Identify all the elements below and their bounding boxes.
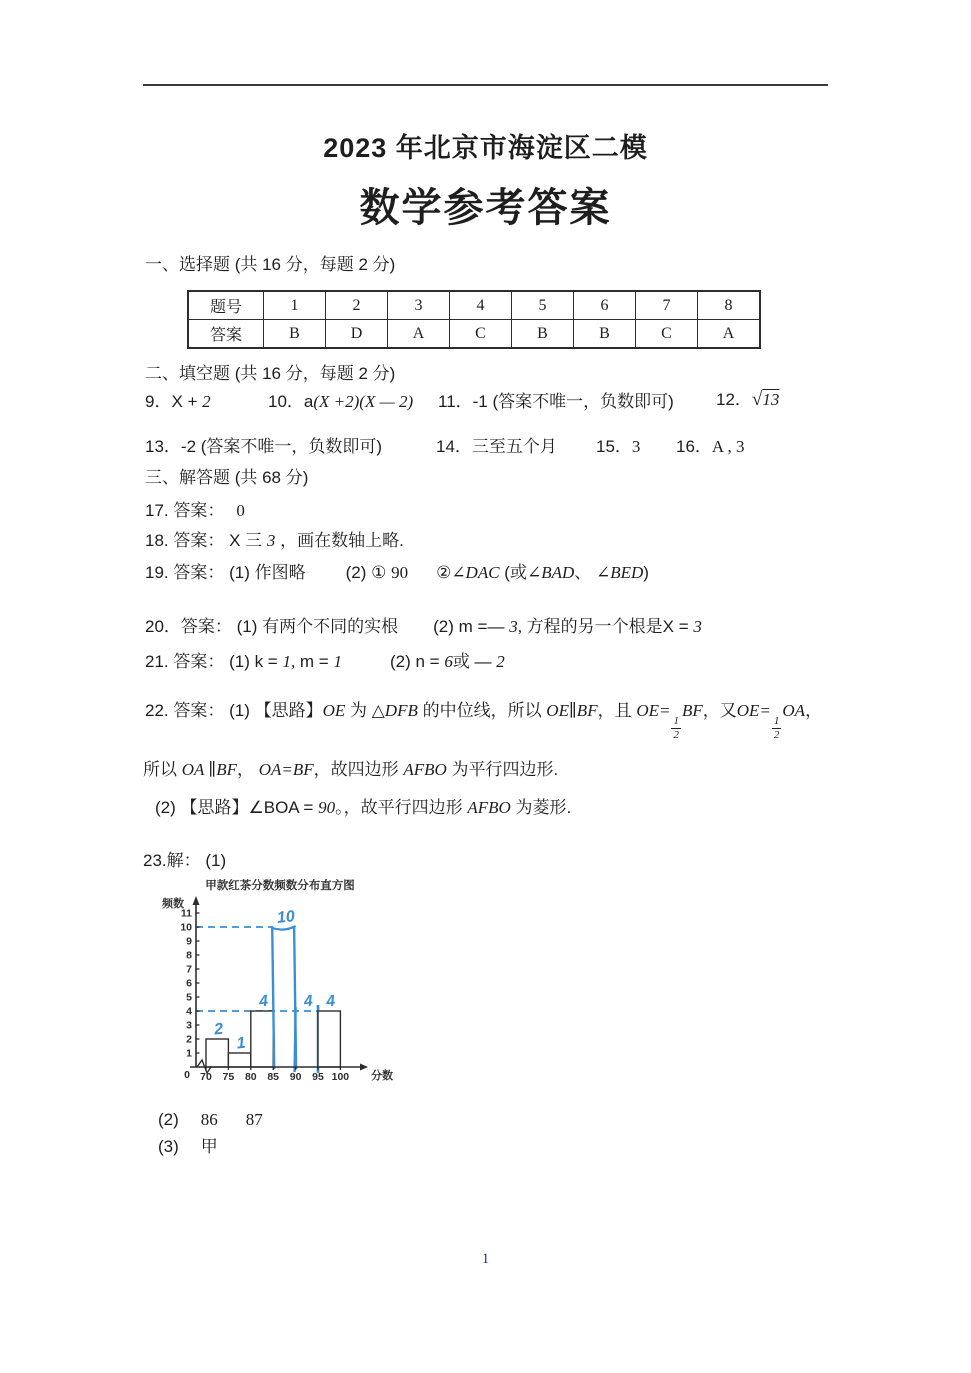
page-number: 1 <box>481 1251 490 1267</box>
table-header-number: 题号 <box>188 291 264 320</box>
svg-text:11: 11 <box>180 907 192 920</box>
answer-cell: B <box>574 320 636 349</box>
svg-text:80: 80 <box>244 1071 257 1083</box>
fraction-one-half: $\frac{1}{2}$ <box>773 715 780 741</box>
handwritten-frequency-label: 2 <box>213 1020 225 1039</box>
svg-text:5: 5 <box>186 991 192 1004</box>
solution-17: 17. 答案： 0 <box>145 501 245 520</box>
svg-text:75: 75 <box>222 1071 235 1083</box>
svg-text:3: 3 <box>186 1019 192 1032</box>
table-row <box>188 320 760 349</box>
answer-cell: A <box>698 320 761 349</box>
table-header-answer: 答案 <box>188 320 264 349</box>
page-title: 2023 年北京市海淀区二模 <box>323 133 648 163</box>
svg-text:90: 90 <box>289 1071 302 1083</box>
choice-answer-table <box>187 290 761 349</box>
radical-sign: √ <box>751 389 763 410</box>
page-subtitle: 数学参考答案 <box>359 186 612 230</box>
solution-19: 19. 答案： (1) 作图略 (2) ① 90 ②∠DAC (或∠BAD、 ∠BED) <box>145 563 649 582</box>
svg-text:4: 4 <box>186 1005 192 1018</box>
svg-text:95: 95 <box>312 1071 324 1083</box>
solution-21: 21. 答案： (1) k = 1, m = 1 (2) n = 6或 — 2 <box>145 652 505 671</box>
question-number-cell: 5 <box>512 291 574 320</box>
solution-23-heading: 23.解： (1) <box>143 851 227 870</box>
answer-cell: B <box>264 320 326 349</box>
question-number-cell: 3 <box>388 291 450 320</box>
handwritten-frequency-label: 10 <box>276 908 296 927</box>
svg-text:9: 9 <box>186 935 192 948</box>
svg-text:100: 100 <box>331 1071 350 1083</box>
header-rule <box>143 84 828 86</box>
svg-text:7: 7 <box>186 963 192 976</box>
svg-text:1: 1 <box>186 1047 192 1060</box>
svg-text:0: 0 <box>184 1069 190 1081</box>
table-row <box>188 291 760 320</box>
fill-answer-15: 15．3 <box>596 437 641 456</box>
svg-text:频数: 频数 <box>162 898 184 910</box>
section-solve-heading: 三、解答题 (共 68 分) <box>145 468 309 487</box>
question-number-cell: 7 <box>636 291 698 320</box>
solution-20: 20．答案： (1) 有两个不同的实根 (2) m =— 3, 方程的另一个根是X = 3 <box>145 617 702 636</box>
fill-answer-14: 14．三至五个月 <box>436 437 557 456</box>
handwritten-frequency-label: 4 <box>303 992 314 1011</box>
svg-text:70: 70 <box>200 1071 212 1083</box>
answer-cell: C <box>450 320 512 349</box>
solution-22-line1: 22. 答案： (1) 【思路】OE 为 △DFB 的中位线，所以 OE∥BF，且 OE= $\frac{1}{2}$ BF，又OE= $\frac{1}{2}$ OA， <box>145 701 823 741</box>
question-number-cell: 1 <box>264 291 326 320</box>
solution-22-line3: (2) 【思路】∠BOA = 90。，故平行四边形 AFBO 为菱形. <box>155 798 572 817</box>
svg-text:85: 85 <box>267 1071 280 1083</box>
solution-23-part3: (3) 甲 <box>158 1137 218 1156</box>
svg-text:10: 10 <box>180 921 192 934</box>
fill-answer-11: 11．-1 (答案不唯一，负数即可) <box>438 392 674 411</box>
fill-answer-10: 10．a(X +2)(X — 2) <box>268 392 414 411</box>
answer-cell: C <box>636 320 698 349</box>
section-choice-heading: 一、选择题 (共 16 分，每题 2 分) <box>145 255 396 274</box>
solution-23-part2: (2) 86 87 <box>158 1110 263 1129</box>
svg-text:甲款红茶分数频数分布直方图: 甲款红茶分数频数分布直方图 <box>205 880 355 892</box>
fill-answer-13: 13．-2 (答案不唯一，负数即可) <box>145 437 383 456</box>
svg-text:2: 2 <box>186 1033 192 1046</box>
answer-cell: D <box>326 320 388 349</box>
handwritten-frequency-label: 4 <box>325 992 337 1011</box>
svg-text:8: 8 <box>186 949 192 962</box>
fill-answer-9: 9．X + 2 <box>145 392 211 411</box>
frequency-histogram-chart <box>150 876 420 1096</box>
question-number-cell: 4 <box>450 291 512 320</box>
question-number-cell: 2 <box>326 291 388 320</box>
handwritten-frequency-label: 1 <box>235 1034 247 1053</box>
fill-answer-16: 16．A , 3 <box>676 437 745 456</box>
fill-answer-12: 12．√13 <box>716 389 780 410</box>
handwritten-frequency-label: 4 <box>258 992 269 1011</box>
svg-text:6: 6 <box>186 977 192 990</box>
answer-cell: A <box>388 320 450 349</box>
section-fill-heading: 二、填空题 (共 16 分，每题 2 分) <box>145 364 396 383</box>
fraction-one-half: $\frac{1}{2}$ <box>673 715 679 741</box>
answer-cell: B <box>512 320 574 349</box>
svg-text:分数: 分数 <box>371 1070 393 1082</box>
question-number-cell: 8 <box>698 291 761 320</box>
solution-22-line2: 所以 OA ∥BF， OA=BF，故四边形 AFBO 为平行四边形. <box>143 760 559 779</box>
solution-18: 18. 答案： X 三 3 ，画在数轴上略. <box>145 531 404 550</box>
question-number-cell: 6 <box>574 291 636 320</box>
